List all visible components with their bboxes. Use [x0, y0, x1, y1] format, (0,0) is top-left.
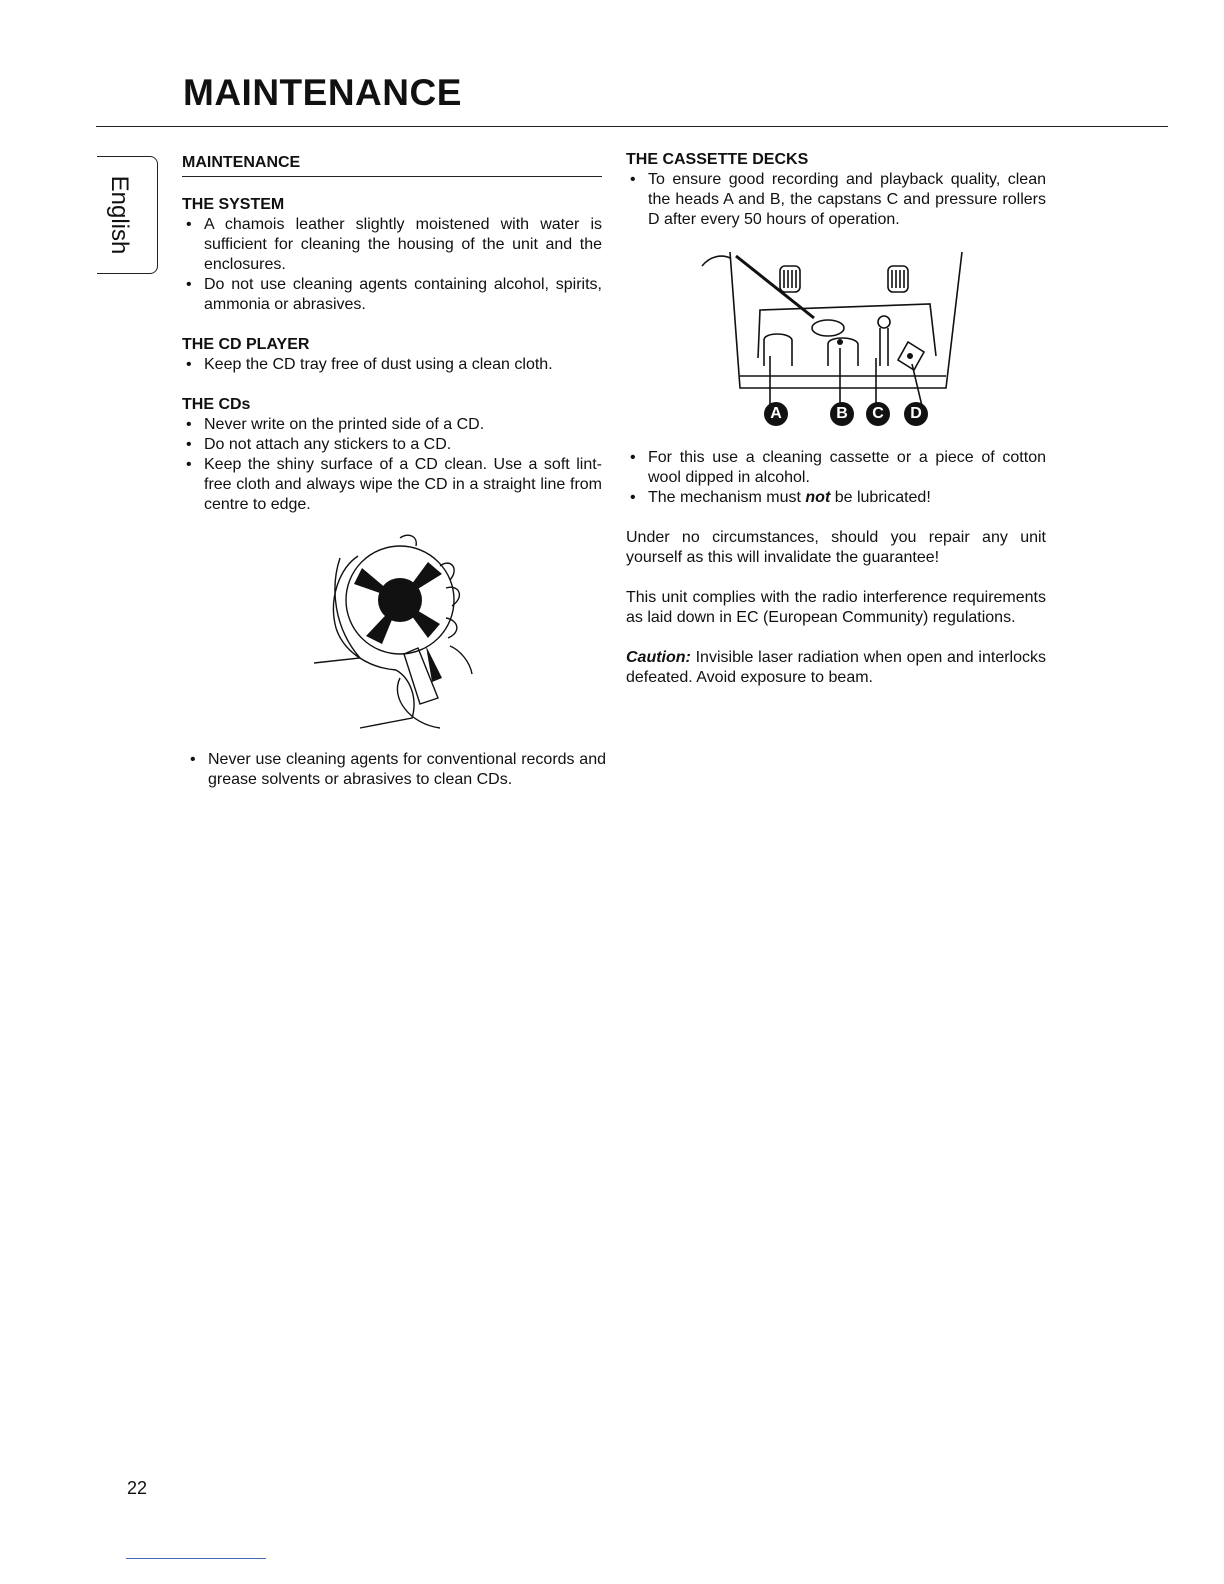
page-number: 22 — [127, 1478, 148, 1498]
title-divider — [96, 126, 1168, 127]
list-item: • To ensure good recording and playback quality, clean the heads A and B, the capstans C and pressure rollers D after every 50 hours of operation. — [626, 170, 1046, 230]
diagram-label-a: A — [764, 402, 788, 426]
language-tab — [97, 156, 158, 274]
cd-player-heading: THE CD PLAYER — [182, 336, 310, 353]
diagram-label-d: D — [904, 402, 928, 426]
cds-list — [182, 415, 602, 515]
system-list — [182, 215, 602, 315]
language-tab-label: English — [106, 175, 133, 255]
left-bottom-note — [186, 750, 606, 790]
caution-note: Caution: Invisible laser radiation when open and interlocks defeated. Avoid exposure to beam. — [626, 649, 1046, 686]
cds-heading: THE CDs — [182, 396, 251, 413]
compliance-note: This unit complies with the radio interference requirements as laid down in EC (European Community) regulations. — [626, 589, 1046, 626]
list-item: • For this use a cleaning cassette or a piece of cotton wool dipped in alcohol. — [626, 448, 1046, 488]
list-item: • Never use cleaning agents for conventional records and grease solvents or abrasives to clean CDs. — [186, 750, 606, 790]
list-item: • Do not attach any stickers to a CD. — [182, 435, 602, 455]
page-title: MAINTENANCE — [183, 72, 462, 113]
list-item: • Keep the shiny surface of a CD clean. Use a soft lint-free cloth and always wipe the CD in a straight line from centre to edge. — [182, 455, 602, 515]
list-item: • Keep the CD tray free of dust using a clean cloth. — [182, 355, 602, 375]
caution-label: Caution: — [626, 649, 691, 666]
list-item: • Never write on the printed side of a CD. — [182, 415, 602, 435]
cassette-list-2 — [626, 448, 1046, 508]
repair-warning: Under no circumstances, should you repair any unit yourself as this will invalidate the guarantee! — [626, 529, 1046, 566]
list-item: • The mechanism must not be lubricated! — [626, 488, 1046, 508]
footer-rule — [126, 1558, 266, 1559]
system-heading: THE SYSTEM — [182, 196, 285, 213]
cassette-heading: THE CASSETTE DECKS — [626, 151, 809, 168]
diagram-label-b: B — [830, 402, 854, 426]
diagram-label-c: C — [866, 402, 890, 426]
cassette-list-1 — [626, 170, 1046, 230]
list-item: • Do not use cleaning agents containing alcohol, spirits, ammonia or abrasives. — [182, 275, 602, 315]
cd-cleaning-illustration — [300, 528, 490, 738]
left-column — [182, 153, 602, 515]
maintenance-box-heading: MAINTENANCE — [182, 153, 602, 177]
list-item: • A chamois leather slightly moistened with water is sufficient for cleaning the housing of the unit and the enclosures. — [182, 215, 602, 275]
cd-player-list — [182, 355, 602, 375]
emphasis-not: not — [805, 489, 831, 506]
